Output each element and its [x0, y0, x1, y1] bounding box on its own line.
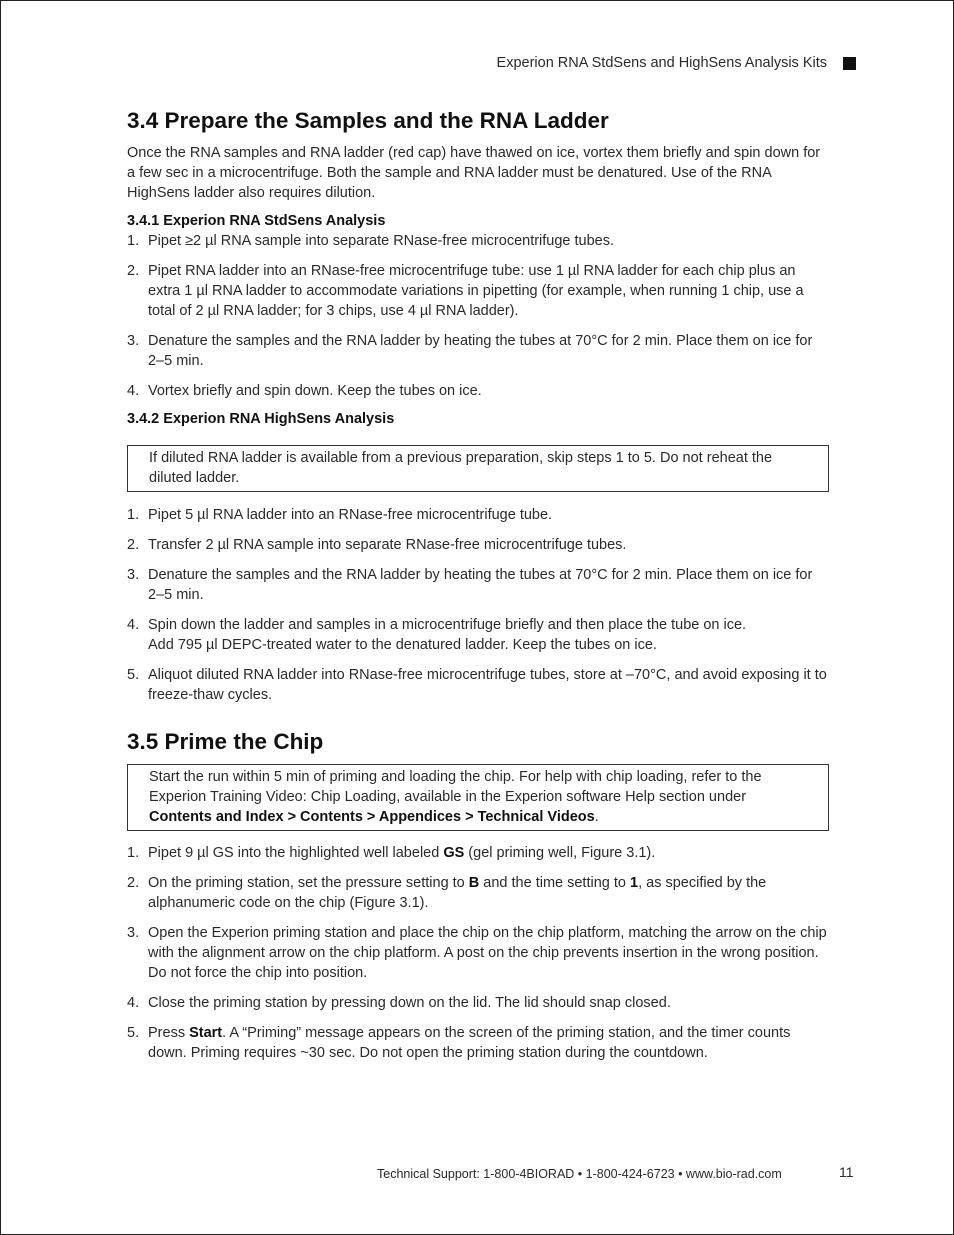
list-item — [127, 1023, 829, 1063]
step-number: 4. — [127, 383, 140, 399]
subsection-3-4-2-heading: 3.4.2 Experion RNA HighSens Analysis — [127, 411, 395, 427]
list-item — [127, 535, 829, 555]
step-number: 2. — [127, 537, 140, 553]
highsens-note-box — [127, 445, 829, 492]
list-item — [127, 331, 829, 371]
gs-well-label: GS — [443, 845, 465, 861]
step-number: 1. — [127, 233, 140, 249]
step-text: On the priming station, set the pressure setting to — [148, 875, 469, 891]
note-text: Start the run within 5 min of priming and loading the chip. For help with chip loading, refer to the Experion Training Video: Chip Loading, available in the Experion software Help section under — [149, 769, 762, 805]
subsection-3-4-1-heading: 3.4.1 Experion RNA StdSens Analysis — [127, 213, 386, 229]
step-number: 2. — [127, 875, 140, 891]
step-text: Denature the samples and the RNA ladder by heating the tubes at 70°C for 2 min. Place them on ice for 2–5 min. — [148, 567, 813, 603]
time-setting: 1 — [630, 875, 639, 891]
list-item — [127, 843, 829, 863]
step-number: 1. — [127, 507, 140, 523]
note-end: . — [594, 809, 599, 825]
step-text: Pipet RNA ladder into an RNase-free microcentrifuge tube: use 1 µl RNA ladder for each chip plus an extra 1 µl RNA ladder to accommodate variations in pipetting (for example, when running 1 chip, use a total of 2 µl RNA ladder; for 3 chips, use 4 µl RNA ladder). — [148, 263, 804, 319]
start-button-label: Start — [189, 1025, 223, 1041]
list-item — [127, 565, 829, 605]
step-text: Pipet 5 µl RNA ladder into an RNase-free microcentrifuge tube. — [148, 507, 553, 523]
footer-support: Technical Support: 1-800-4BIORAD • 1-800-424-6723 • www.bio-rad.com — [377, 1167, 782, 1181]
step-number: 3. — [127, 567, 140, 583]
list-item — [127, 231, 829, 251]
step-text: Open the Experion priming station and place the chip on the chip platform, matching the arrow on the chip with the alignment arrow on the chip platform. A post on the chip prevents insertion in the wrong position. Do not force the chip into position. — [148, 925, 827, 981]
note-text: If diluted RNA ladder is available from a previous preparation, skip steps 1 to 5. Do not reheat the diluted ladder. — [149, 450, 773, 486]
step-text-line-2: Add 795 µl DEPC-treated water to the denatured ladder. Keep the tubes on ice. — [148, 637, 657, 653]
step-number: 4. — [127, 617, 140, 633]
prime-note-box — [127, 764, 829, 831]
header-square-marker — [843, 57, 856, 70]
running-header: Experion RNA StdSens and HighSens Analysis Kits — [496, 55, 827, 71]
section-3-5-heading: 3.5 Prime the Chip — [127, 729, 324, 754]
list-item — [127, 381, 829, 401]
list-item — [127, 261, 829, 321]
section-3-4-intro: Once the RNA samples and RNA ladder (red cap) have thawed on ice, vortex them briefly and spin down for a few sec in a microcentrifuge. Both the sample and RNA ladder must be denatured. Use of the RNA HighSens ladder also requires dilution. — [127, 145, 821, 201]
step-number: 3. — [127, 925, 140, 941]
step-number: 1. — [127, 845, 140, 861]
step-text: Denature the samples and the RNA ladder by heating the tubes at 70°C for 2 min. Place them on ice for 2–5 min. — [148, 333, 813, 369]
step-text-line-1: Spin down the ladder and samples in a microcentrifuge briefly and then place the tube on ice. — [148, 617, 747, 633]
list-item — [127, 615, 829, 655]
step-number: 3. — [127, 333, 140, 349]
page-content — [127, 105, 829, 1073]
page-number: 11 — [839, 1164, 854, 1180]
prime-steps-list — [127, 843, 829, 1063]
section-3-4-heading: 3.4 Prepare the Samples and the RNA Ladder — [127, 108, 609, 133]
step-text: Press — [148, 1025, 190, 1041]
step-text: (gel priming well, Figure 3.1). — [464, 845, 656, 861]
help-menu-path: Contents and Index > Contents > Appendices > Technical Videos — [149, 809, 595, 825]
step-text: . A “Priming” message appears on the screen of the priming station, and the timer counts down. Priming requires ~30 sec. Do not open the priming station during the countdown. — [148, 1025, 791, 1061]
step-text: Transfer 2 µl RNA sample into separate RNase-free microcentrifuge tubes. — [148, 537, 627, 553]
step-text: Close the priming station by pressing down on the lid. The lid should snap closed. — [148, 995, 671, 1011]
highsens-steps-list — [127, 505, 829, 705]
list-item — [127, 873, 829, 913]
step-text: and the time setting to — [479, 875, 630, 891]
step-text: , as specified by the alphanumeric code on the chip (Figure 3.1). — [148, 875, 767, 911]
list-item — [127, 665, 829, 705]
step-text: Pipet ≥2 µl RNA sample into separate RNase-free microcentrifuge tubes. — [148, 233, 615, 249]
step-text: Aliquot diluted RNA ladder into RNase-free microcentrifuge tubes, store at –70°C, and avoid exposing it to freeze-thaw cycles. — [148, 667, 827, 703]
step-number: 5. — [127, 1025, 140, 1041]
step-text: Pipet 9 µl GS into the highlighted well labeled — [148, 845, 444, 861]
list-item — [127, 993, 829, 1013]
step-number: 5. — [127, 667, 140, 683]
list-item — [127, 923, 829, 983]
list-item — [127, 505, 829, 525]
stdsens-steps-list — [127, 231, 829, 401]
step-number: 4. — [127, 995, 140, 1011]
step-text: Vortex briefly and spin down. Keep the tubes on ice. — [148, 383, 482, 399]
step-number: 2. — [127, 263, 140, 279]
pressure-setting: B — [468, 875, 480, 891]
